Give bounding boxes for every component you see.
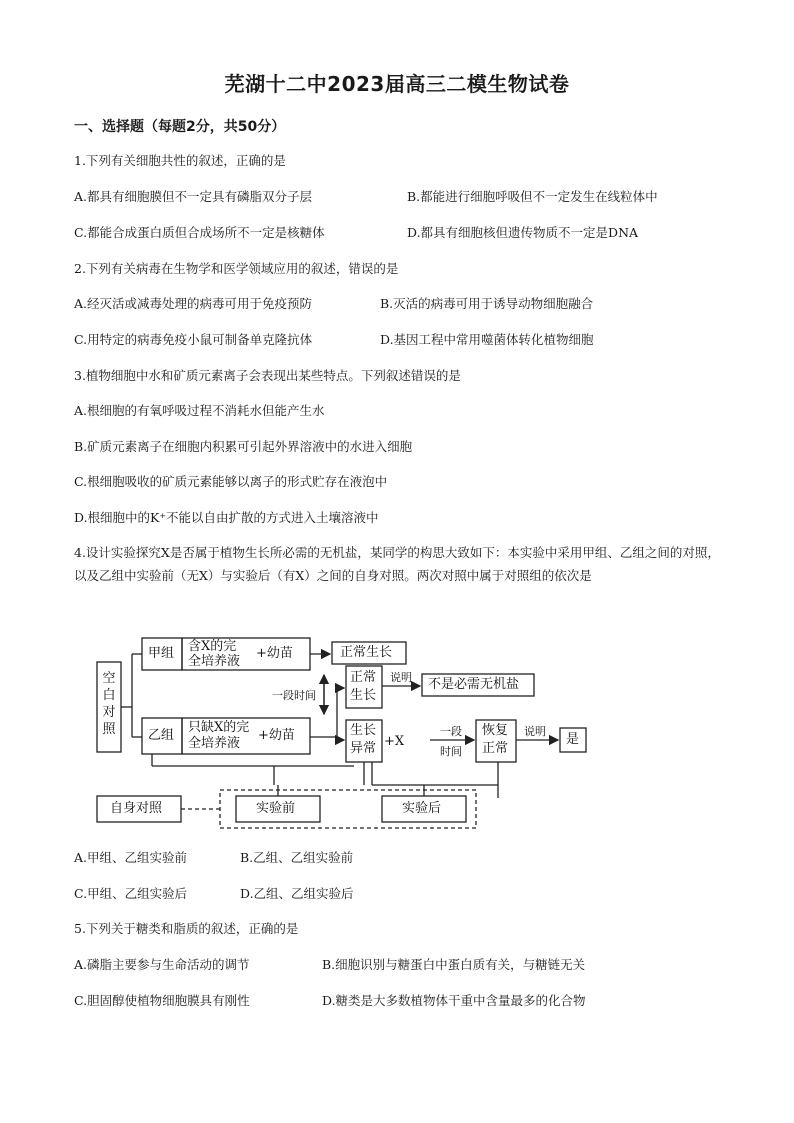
question-2-stem: 2.下列有关病毒在生物学和医学领域应用的叙述，错误的是 xyxy=(74,261,399,276)
group-b-medium-line2: 全培养液 xyxy=(188,736,241,751)
question-4-stem: 4.设计实验探究X是否属于植物生长所必需的无机盐，某同学的构思大致如下：本实验中采用甲组、乙组之间的对照，以及乙组中实验前（无X）与实验后（有X）之间的自身对照。两次对照中属于对照组的依次是 xyxy=(74,545,720,583)
question-5-option-c: C.胆固醇使植物细胞膜具有刚性 xyxy=(74,993,250,1008)
normal-line1: 正常 xyxy=(350,670,377,685)
question-5-option-a: A.磷脂主要参与生命活动的调节 xyxy=(74,957,250,972)
group-a-medium-line1: 含X的完 xyxy=(188,639,237,654)
group-a-label: 甲组 xyxy=(148,646,175,661)
recover-line2: 正常 xyxy=(482,741,509,756)
explain-label-1: 说明 xyxy=(390,671,412,684)
question-4-option-b: B.乙组、乙组实验前 xyxy=(240,850,354,865)
question-4-option-a: A.甲组、乙组实验前 xyxy=(74,850,188,865)
experiment-diagram xyxy=(92,630,612,835)
question-1-option-d: D.都具有细胞核但遗传物质不一定是DNA xyxy=(407,225,639,240)
blank-control-label: 空白对照 xyxy=(102,671,116,737)
question-5-stem: 5.下列关于糖类和脂质的叙述，正确的是 xyxy=(74,921,299,936)
group-b-seedling: +幼苗 xyxy=(258,728,295,743)
normal-line2: 生长 xyxy=(350,688,377,703)
group-b-label: 乙组 xyxy=(148,728,175,743)
question-1-option-a: A.都具有细胞膜但不一定具有磷脂双分子层 xyxy=(74,189,313,204)
not-essential-label: 不是必需无机盐 xyxy=(428,677,520,692)
after-experiment-label: 实验后 xyxy=(402,801,442,816)
self-control-label: 自身对照 xyxy=(110,801,163,816)
group-a-seedling: +幼苗 xyxy=(256,646,293,661)
question-3-option-c: C.根细胞吸收的矿质元素能够以离子的形式贮存在液泡中 xyxy=(74,474,388,489)
plus-x-label: +X xyxy=(384,734,405,749)
explain-label-2: 说明 xyxy=(524,725,546,738)
exam-title: 芜湖十二中2023届高三二模生物试卷 xyxy=(224,72,570,96)
period2-line1: 一段 xyxy=(440,725,462,738)
question-3-option-b: B.矿质元素离子在细胞内积累可引起外界溶液中的水进入细胞 xyxy=(74,439,413,454)
question-2-option-a: A.经灭活或减毒处理的病毒可用于免疫预防 xyxy=(74,296,313,311)
question-1-stem: 1.下列有关细胞共性的叙述，正确的是 xyxy=(74,153,286,168)
question-1-option-c: C.都能合成蛋白质但合成场所不一定是核糖体 xyxy=(74,225,325,240)
question-2-option-b: B.灭活的病毒可用于诱导动物细胞融合 xyxy=(380,296,594,311)
period2-line2: 时间 xyxy=(440,745,462,758)
yes-label: 是 xyxy=(566,732,580,747)
question-3-option-a: A.根细胞的有氧呼吸过程不消耗水但能产生水 xyxy=(74,403,325,418)
recover-line1: 恢复 xyxy=(482,723,509,738)
question-3-stem: 3.植物细胞中水和矿质元素离子会表现出某些特点。下列叙述错误的是 xyxy=(74,368,461,383)
question-2-option-d: D.基因工程中常用噬菌体转化植物细胞 xyxy=(380,332,594,347)
group-b-medium-line1: 只缺X的完 xyxy=(188,720,250,735)
abnormal-line1: 生长 xyxy=(350,723,377,738)
question-5-option-d: D.糖类是大多数植物体干重中含量最多的化合物 xyxy=(322,993,586,1008)
section-heading: 一、选择题（每题2分，共50分） xyxy=(74,119,286,135)
question-5-option-b: B.细胞识别与糖蛋白中蛋白质有关，与糖链无关 xyxy=(322,957,586,972)
question-2-option-c: C.用特定的病毒免疫小鼠可制备单克隆抗体 xyxy=(74,332,313,347)
question-1-option-b: B.都能进行细胞呼吸但不一定发生在线粒体中 xyxy=(407,189,658,204)
question-4-option-d: D.乙组、乙组实验后 xyxy=(240,886,354,901)
question-4-option-c: C.甲组、乙组实验后 xyxy=(74,886,188,901)
group-a-medium-line2: 全培养液 xyxy=(188,654,241,669)
normal-growth-label: 正常生长 xyxy=(340,645,393,660)
time-period-label: 一段时间 xyxy=(272,689,316,702)
before-experiment-label: 实验前 xyxy=(256,801,296,816)
abnormal-line2: 异常 xyxy=(350,741,377,756)
question-3-option-d: D.根细胞中的K⁺不能以自由扩散的方式进入土壤溶液中 xyxy=(74,510,379,525)
